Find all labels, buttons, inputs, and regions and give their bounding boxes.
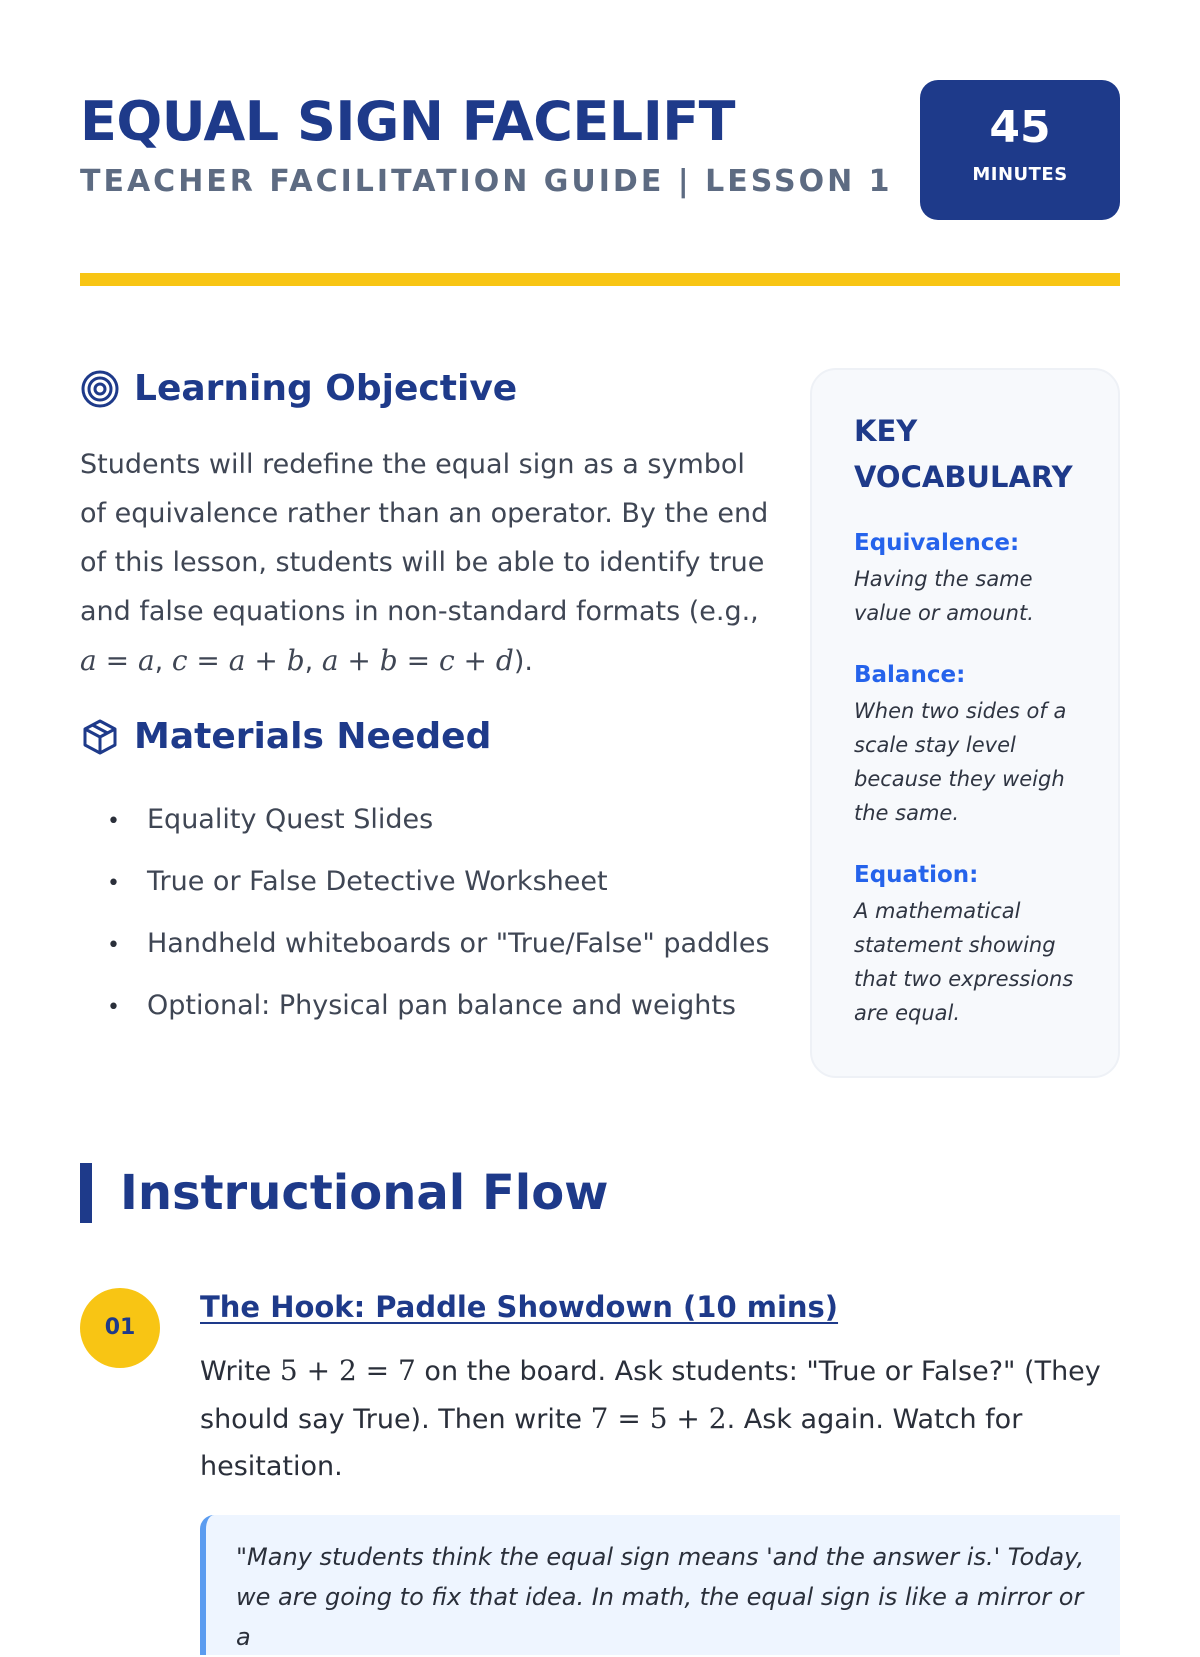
objective-heading: Learning Objective [134,368,518,409]
step-description [200,1347,1120,1490]
vocab-definition: When two sides of a scale stay level because they weigh the same. [854,699,1067,825]
duration-badge [920,80,1120,220]
lesson-guide-page [80,0,1120,1651]
teacher-script-quote: "Many students think the equal sign means 'and the answer is.' Today, we are going to fix that idea. In math, the equal sign is like a mirror or a [200,1515,1120,1655]
math-expression: a + b = c + d [321,644,514,677]
page-subtitle: TEACHER FACILITATION GUIDE | LESSON 1 [80,164,893,199]
header-divider [80,273,1120,286]
heading-accent-bar [80,1163,92,1223]
vocab-term: Equation: [854,862,979,888]
list-item-text: Optional: Physical pan balance and weights [147,990,736,1021]
math-expression: 5 + 2 = 7 [279,1354,416,1387]
step-text-part: Write [200,1356,280,1387]
list-item [80,920,770,969]
step-text-part: . Ask again. Watch for hesitation. [200,1404,1023,1482]
materials-list [80,796,770,1044]
step-title-link[interactable]: The Hook: Paddle Showdown (10 mins) [200,1290,839,1324]
materials-heading-row [80,716,491,757]
flow-heading-row [80,1163,609,1223]
math-expression: c = a + b [171,644,305,677]
list-item-text: Equality Quest Slides [147,804,434,835]
vocab-definition: Having the same value or amount. [854,567,1034,625]
page-title: EQUAL SIGN FACELIFT [80,90,736,153]
step-text-part: on the board. Ask students: "True or False?" (They should say True). Then write [200,1356,1101,1435]
bullet-icon: • [107,995,120,1020]
vocabulary-heading: KEY VOCABULARY [854,414,1073,494]
math-expression: a = a [80,644,155,677]
bullet-icon: • [107,871,120,896]
flow-heading: Instructional Flow [120,1165,609,1221]
vocab-term: Balance: [854,662,966,688]
duration-unit: MINUTES [972,164,1068,185]
step-number-badge: 01 [80,1288,160,1368]
objective-text-end: ). [513,646,533,677]
objective-text-part: Students will redefine the equal sign as a symbol of equivalence rather than an operator. By the end of this lesson, students will be able to identify true and false equations in non-standard formats (e.g., [80,449,769,627]
objective-heading-row [80,368,517,409]
math-expression: 7 = 5 + 2 [590,1402,727,1435]
bullet-icon: • [107,809,120,834]
list-item [80,796,770,845]
list-item [80,858,770,907]
target-icon [80,369,120,409]
vocab-term: Equivalence: [854,530,1020,556]
objective-separator: , [154,646,172,677]
vocab-definition: A mathematical statement showing that two expressions are equal. [854,899,1074,1025]
materials-heading: Materials Needed [134,716,492,757]
objective-text [80,440,770,686]
duration-value: 45 [989,102,1051,153]
bullet-icon: • [107,933,120,958]
list-item-text: True or False Detective Worksheet [147,866,608,897]
objective-separator: , [304,646,322,677]
box-icon [80,717,120,757]
vocabulary-card [810,368,1120,1078]
list-item [80,982,770,1031]
list-item-text: Handheld whiteboards or "True/False" paddles [147,928,770,959]
